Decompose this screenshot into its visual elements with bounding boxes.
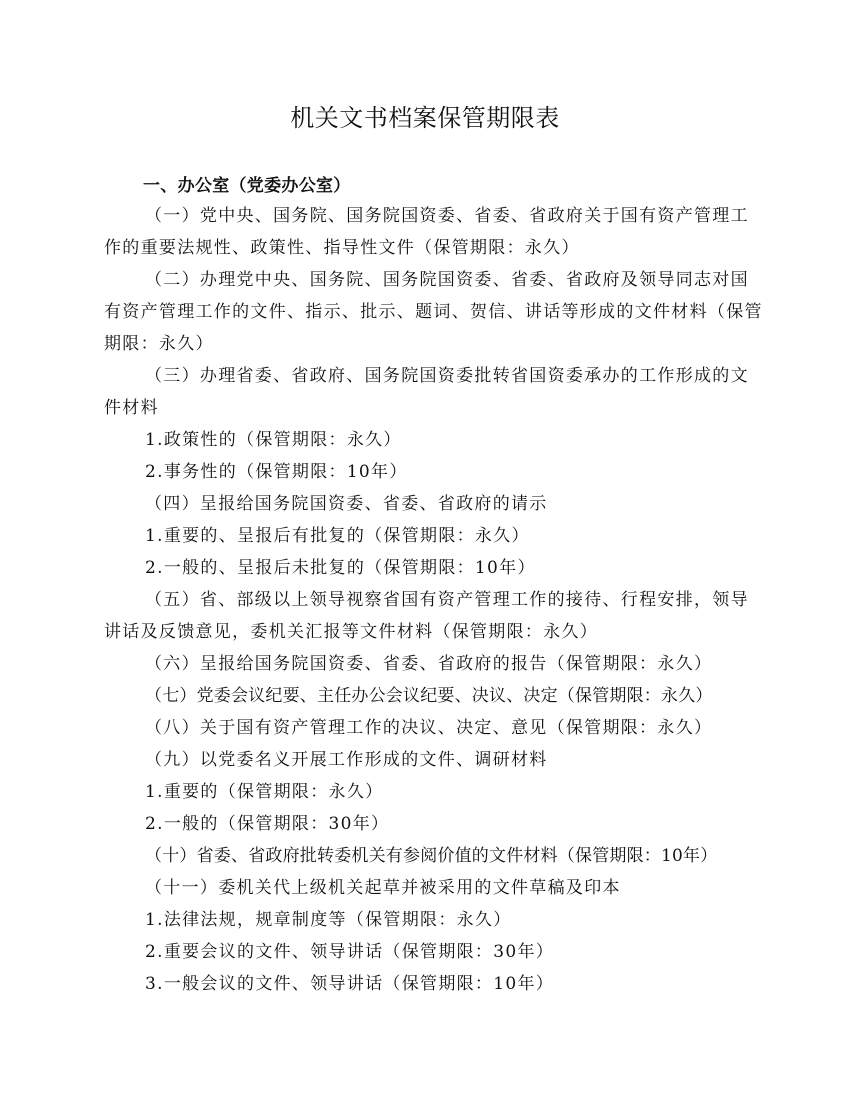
paragraph-item-10: （十）省委、省政府批转委机关有参阅价值的文件材料（保管期限：10年） xyxy=(145,846,718,866)
paragraph-subitem-important-request: 1.重要的、呈报后有批复的（保管期限：永久） xyxy=(145,526,530,546)
paragraph-item-3: （三）办理省委、省政府、国务院国资委批转省国资委承办的工作形成的文件材料 xyxy=(104,366,749,418)
paragraph-subitem-laws: 1.法律法规，规章制度等（保管期限：永久） xyxy=(145,910,512,930)
paragraph-item-2: （二）办理党中央、国务院、国务院国资委、省委、省政府及领导同志对国有资产管理工作的文件、指示、批示、题词、贺信、讲话等形成的文件材料（保管期限：永久） xyxy=(104,270,763,354)
paragraph-subitem-general-meeting: 3.一般会议的文件、领导讲话（保管期限：10年） xyxy=(145,974,555,994)
paragraph-subitem-important: 1.重要的（保管期限：永久） xyxy=(145,782,384,802)
paragraph-subitem-important-meeting: 2.重要会议的文件、领导讲话（保管期限：30年） xyxy=(145,942,555,962)
paragraph-item-4: （四）呈报给国务院国资委、省委、省政府的请示 xyxy=(145,494,548,514)
paragraph-item-1: （一）党中央、国务院、国务院国资委、省委、省政府关于国有资产管理工作的重要法规性、政策性、指导性文件（保管期限：永久） xyxy=(104,206,749,258)
document-body xyxy=(104,200,764,1000)
paragraph-subitem-general-request: 2.一般的、呈报后未批复的（保管期限：10年） xyxy=(145,558,536,578)
paragraph-item-6: （六）呈报给国务院国资委、省委、省政府的报告（保管期限：永久） xyxy=(145,654,713,674)
paragraph-subitem-affairs: 2.事务性的（保管期限：10年） xyxy=(145,462,408,482)
paragraph-item-5: （五）省、部级以上领导视察省国有资产管理工作的接待、行程安排，领导讲话及反馈意见，委机关汇报等文件材料（保管期限：永久） xyxy=(104,590,749,642)
section-heading: 一、办公室（党委办公室） xyxy=(143,176,351,196)
paragraph-item-7: （七）党委会议纪要、主任办公会议纪要、决议、决定（保管期限：永久） xyxy=(145,686,713,706)
paragraph-item-11: （十一）委机关代上级机关起草并被采用的文件草稿及印本 xyxy=(145,878,621,898)
paragraph-item-8: （八）关于国有资产管理工作的决议、决定、意见（保管期限：永久） xyxy=(145,718,713,738)
paragraph-subitem-general: 2.一般的（保管期限：30年） xyxy=(145,814,390,834)
paragraph-item-9: （九）以党委名义开展工作形成的文件、调研材料 xyxy=(145,750,548,770)
document-title: 机关文书档案保管期限表 xyxy=(290,104,560,132)
paragraph-subitem-policy: 1.政策性的（保管期限：永久） xyxy=(145,430,402,450)
